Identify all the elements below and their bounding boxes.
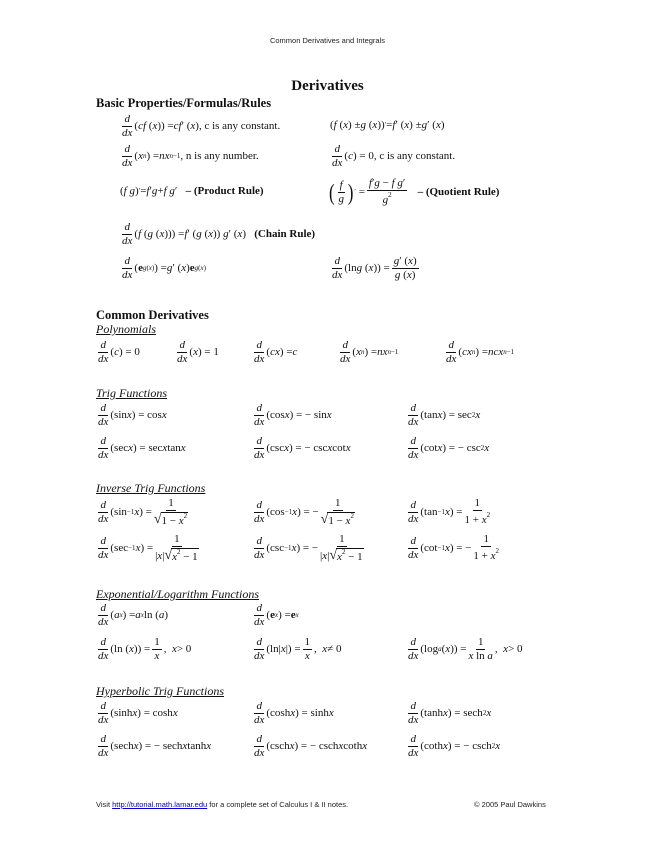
page-title: Derivatives — [291, 78, 364, 94]
product-rule-label: – (Product Rule) — [185, 185, 264, 197]
deriv-cxn: $\frac{d}{dx}$ ( cx n ) = ncx n−1 — [446, 339, 515, 365]
constant-multiple-rule: $\frac{d}{dx}$ ( cf ( x )) = cf ′ ( x ) , c is any constant. — [122, 113, 281, 139]
deriv-tan: $\frac{d}{dx}$ (tan x ) = sec 2 x — [408, 402, 481, 428]
deriv-ln-abs-x: $\frac{d}{dx}$ (ln| x |) = $\frac{1}{x}$ , x ≠ 0 — [254, 636, 342, 662]
deriv-arccsc: $\frac{d}{dx}$ (csc −1 x ) = − 1 |x| √ $x^2 - 1$ — [254, 533, 363, 563]
footer-url-link[interactable]: http://tutorial.math.lamar.edu — [112, 800, 208, 809]
deriv-sin: $\frac{d}{dx}$ (sin x ) = cos x — [98, 402, 167, 428]
sum-rule: ( f ( x ) ± g ( x )) ′ = f ′ ( x ) ± g ′ ( x ) — [330, 119, 445, 131]
deriv-arccot: $\frac{d}{dx}$ (cot −1 x ) = − $\frac{1}{1 + x^2}$ — [408, 533, 500, 562]
deriv-cot: $\frac{d}{dx}$ (cot x ) = − csc 2 x — [408, 435, 490, 461]
footer-visit: Visit http://tutorial.math.lamar.edu for a complete set of Calculus I & II notes. — [96, 800, 349, 809]
deriv-log-a: $\frac{d}{dx}$ (log a ( x )) = $\frac{1}{\text{x ln a}}$ , x > 0 — [408, 636, 523, 662]
chain-rule-label: (Chain Rule) — [254, 228, 316, 240]
deriv-xn: $\frac{d}{dx}$ ( x n ) = nx n−1 — [340, 339, 399, 365]
exp-log-heading: Exponential/Logarithm Functions — [96, 587, 259, 601]
chain-rule: $\frac{d}{dx}$ ( f ( g ( x ))) = f ′ ( g ( x )) g ′ ( x ) (Chain Rule) — [122, 221, 316, 247]
deriv-csc: $\frac{d}{dx}$ (csc x ) = − csc x cot x — [254, 435, 351, 461]
constant-rule: $\frac{d}{dx}$ ( c ) = 0 , c is any constant. — [332, 143, 456, 169]
polynomials-heading: Polynomials — [96, 322, 156, 336]
deriv-ax: $\frac{d}{dx}$ ( a x ) = a x ln ( a ) — [98, 602, 169, 628]
exp-chain-rule: $\frac{d}{dx}$ ( e g(x) ) = g ′ ( x ) e g(x) — [122, 255, 206, 281]
common-derivatives-heading: Common Derivatives — [96, 308, 209, 322]
log-chain-rule: $\frac{d}{dx}$ (ln g ( x )) = $\frac{g' (x)}{g (x)}$ — [332, 255, 417, 281]
deriv-tanh: $\frac{d}{dx}$ (tanh x ) = sech 2 x — [408, 700, 492, 726]
quotient-rule: ( $\frac{f}{g}$ ) ′ = $\frac{\text{f′g − f g′}}{g^2}$ – (Quotient Rule) — [329, 177, 500, 206]
deriv-sinh: $\frac{d}{dx}$ (sinh x ) = cosh x — [98, 700, 178, 726]
deriv-constant: $\frac{d}{dx}$ ( c ) = 0 — [98, 339, 140, 365]
deriv-x: $\frac{d}{dx}$ ( x ) = 1 — [177, 339, 219, 365]
constant-multiple-note: , c is any constant. — [198, 120, 281, 132]
deriv-ln-x: $\frac{d}{dx}$ (ln ( x )) = $\frac{1}{x}$ , x > 0 — [98, 636, 192, 662]
deriv-coth: $\frac{d}{dx}$ (coth x ) = − csch 2 x — [408, 733, 501, 759]
deriv-arcsec: $\frac{d}{dx}$ (sec −1 x ) = 1 |x| √ $x^2 - 1$ — [98, 533, 198, 563]
footer-copyright: © 2005 Paul Dawkins — [474, 800, 546, 809]
power-rule-note: , n is any number. — [180, 150, 259, 162]
power-rule: $\frac{d}{dx}$ ( x n ) = nx n−1 , n is any number. — [122, 143, 259, 169]
deriv-cosh: $\frac{d}{dx}$ (cosh x ) = sinh x — [254, 700, 334, 726]
basic-rules-heading: Basic Properties/Formulas/Rules — [96, 96, 272, 110]
deriv-cx: $\frac{d}{dx}$ ( cx ) = c — [254, 339, 298, 365]
deriv-sec: $\frac{d}{dx}$ (sec x ) = sec x tan x — [98, 435, 186, 461]
quotient-rule-label: – (Quotient Rule) — [417, 185, 500, 198]
deriv-ex: $\frac{d}{dx}$ ( e x ) = e x — [254, 602, 299, 628]
deriv-csch: $\frac{d}{dx}$ (csch x ) = − csch x coth x — [254, 733, 368, 759]
deriv-arccos: $\frac{d}{dx}$ (cos −1 x ) = − 1 √ $1 - x^2$ — [254, 497, 354, 527]
deriv-arctan: $\frac{d}{dx}$ (tan −1 x ) = $\frac{1}{1 + x^2}$ — [408, 497, 491, 526]
inverse-trig-heading: Inverse Trig Functions — [96, 481, 206, 495]
hyperbolic-heading: Hyperbolic Trig Functions — [96, 684, 224, 698]
constant-rule-note: , c is any constant. — [373, 150, 456, 162]
product-rule: ( f g ) ′ = f ′ g + f g ′ – (Product Rule) — [120, 185, 264, 197]
trig-heading: Trig Functions — [96, 386, 168, 400]
running-header: Common Derivatives and Integrals — [269, 36, 386, 45]
deriv-arcsin: $\frac{d}{dx}$ (sin −1 x ) = 1 √ $1 - x^2$ — [98, 497, 188, 527]
deriv-cos: $\frac{d}{dx}$ (cos x ) = − sin x — [254, 402, 332, 428]
deriv-sech: $\frac{d}{dx}$ (sech x ) = − sech x tanh x — [98, 733, 212, 759]
